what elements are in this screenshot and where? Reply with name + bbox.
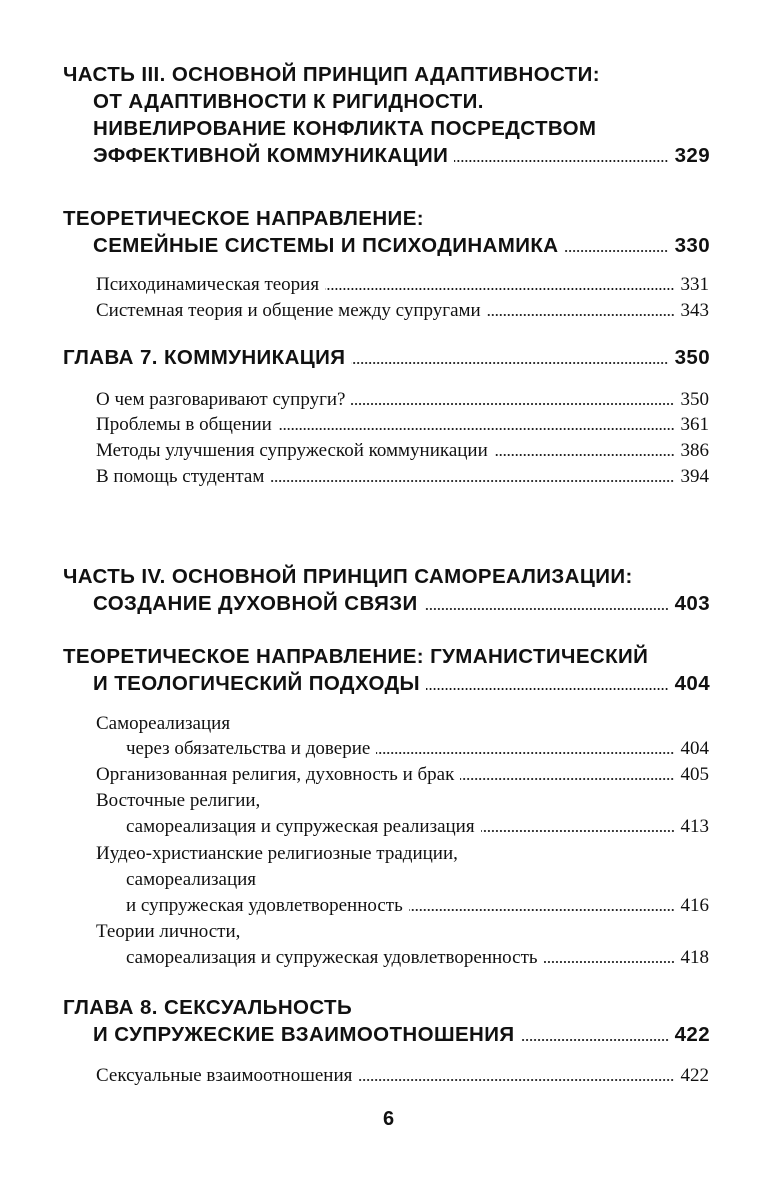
leader-dots: [376, 751, 674, 755]
page-number: 330: [674, 234, 710, 257]
leader-dots: [278, 427, 675, 431]
page-number: 403: [674, 592, 710, 615]
leader-dots: [351, 402, 674, 406]
chapter7-title: ГЛАВА 7. КОММУНИКАЦИЯ: [63, 346, 346, 369]
toc-item-title: и супружеская удовлетворенность: [126, 895, 403, 916]
theory1-heading-line2: СЕМЕЙНЫЕ СИСТЕМЫ И ПСИХОДИНАМИКА: [93, 234, 559, 257]
toc-item-student-help[interactable]: [96, 465, 709, 489]
chapter8-heading-line2: И СУПРУЖЕСКИЕ ВЗАИМООТНОШЕНИЯ: [93, 1023, 515, 1046]
toc-item-title: В помощь студентам: [96, 466, 265, 487]
toc-item-organized-religion[interactable]: [96, 763, 709, 787]
theory2-heading-line1: ТЕОРЕТИЧЕСКОЕ НАПРАВЛЕНИЕ: ГУМАНИСТИЧЕСКИЙ: [63, 645, 649, 668]
part4-heading-line1: ЧАСТЬ IV. ОСНОВНОЙ ПРИНЦИП САМОРЕАЛИЗАЦИИ:: [63, 565, 633, 588]
toc-item-eastern-religions[interactable]: [126, 815, 709, 839]
page-folio: 6: [382, 1108, 395, 1130]
part3-heading-line4: ЭФФЕКТИВНОЙ КОММУНИКАЦИИ: [93, 144, 449, 167]
toc-item-psychodynamic-theory[interactable]: [96, 273, 709, 297]
chapter8-heading-line1: ГЛАВА 8. СЕКСУАЛЬНОСТЬ: [63, 996, 353, 1019]
toc-item-title: О чем разговаривают супруги?: [96, 389, 346, 410]
toc-item-personality-theories-line1: Теории личности,: [96, 921, 241, 942]
toc-item-system-theory[interactable]: [96, 299, 709, 323]
page-number: 386: [680, 440, 709, 461]
leader-dots: [494, 453, 675, 457]
toc-item-what-spouses-talk[interactable]: [96, 388, 709, 412]
leader-dots: [426, 687, 669, 691]
page-number: 416: [680, 895, 709, 916]
chapter7-entry[interactable]: [63, 345, 710, 371]
page-number: 413: [680, 816, 709, 837]
toc-item-title: самореализация и супружеская реализация: [126, 816, 475, 837]
page-number: 422: [680, 1065, 709, 1086]
page-number: 329: [674, 144, 710, 167]
part4-heading-line2: СОЗДАНИЕ ДУХОВНОЙ СВЯЗИ: [93, 592, 418, 615]
toc-item-sexual-relations[interactable]: [96, 1064, 709, 1088]
part3-heading-line3: НИВЕЛИРОВАНИЕ КОНФЛИКТА ПОСРЕДСТВОМ: [93, 117, 597, 140]
page-number: 422: [674, 1023, 710, 1046]
toc-item-title: Психодинамическая теория: [96, 274, 320, 295]
toc-item-self-realization-line1: Самореализация: [96, 713, 231, 734]
leader-dots: [521, 1038, 669, 1042]
part3-heading-line2: ОТ АДАПТИВНОСТИ К РИГИДНОСТИ.: [93, 90, 484, 113]
toc-item-title: Системная теория и общение между супругами: [96, 300, 481, 321]
leader-dots: [409, 908, 675, 912]
part4-entry[interactable]: [93, 591, 710, 617]
page-number: 405: [680, 764, 709, 785]
theory2-heading-line2: И ТЕОЛОГИЧЕСКИЙ ПОДХОДЫ: [93, 672, 421, 695]
leader-dots: [454, 159, 668, 163]
toc-item-title: Организованная религия, духовность и брак: [96, 764, 455, 785]
toc-item-title: Проблемы в общении: [96, 414, 272, 435]
page-number: 350: [680, 389, 709, 410]
part3-heading-line1: ЧАСТЬ III. ОСНОВНОЙ ПРИНЦИП АДАПТИВНОСТИ:: [63, 63, 601, 86]
chapter8-entry[interactable]: [93, 1022, 710, 1048]
leader-dots: [358, 1078, 674, 1082]
page-number: 418: [680, 947, 709, 968]
toc-item-title: Методы улучшения супружеской коммуникации: [96, 440, 488, 461]
part3-entry[interactable]: [93, 143, 710, 169]
page-number: 350: [674, 346, 710, 369]
leader-dots: [487, 313, 675, 317]
page-number: 331: [680, 274, 709, 295]
page-number: 343: [680, 300, 709, 321]
leader-dots: [544, 960, 675, 964]
toc-item-judeo-christian[interactable]: [126, 894, 709, 918]
theory1-heading-line1: ТЕОРЕТИЧЕСКОЕ НАПРАВЛЕНИЕ:: [63, 207, 424, 230]
toc-item-title: через обязательства и доверие: [126, 738, 371, 759]
theory1-entry[interactable]: [93, 233, 710, 259]
toc-item-eastern-religions-line1: Восточные религии,: [96, 790, 261, 811]
page-number: 404: [680, 738, 709, 759]
leader-dots: [424, 607, 669, 611]
toc-item-personality-theories[interactable]: [126, 946, 709, 970]
leader-dots: [351, 361, 668, 365]
theory2-entry[interactable]: [93, 671, 710, 697]
toc-item-judeo-christian-line2: самореализация: [126, 869, 257, 890]
page-number: 404: [674, 672, 710, 695]
toc-item-title: Сексуальные взаимоотношения: [96, 1065, 353, 1086]
leader-dots: [564, 249, 668, 253]
toc-item-self-realization[interactable]: [126, 737, 709, 761]
toc-item-communication-problems[interactable]: [96, 413, 709, 437]
leader-dots: [460, 777, 674, 781]
toc-item-judeo-christian-line1: Иудео-христианские религиозные традиции,: [96, 843, 458, 864]
toc-item-improvement-methods[interactable]: [96, 439, 709, 463]
leader-dots: [270, 479, 674, 483]
leader-dots: [325, 287, 674, 291]
page-number: 361: [680, 414, 709, 435]
page-number: 394: [680, 466, 709, 487]
leader-dots: [481, 829, 675, 833]
toc-item-title: самореализация и супружеская удовлетворенность: [126, 947, 538, 968]
